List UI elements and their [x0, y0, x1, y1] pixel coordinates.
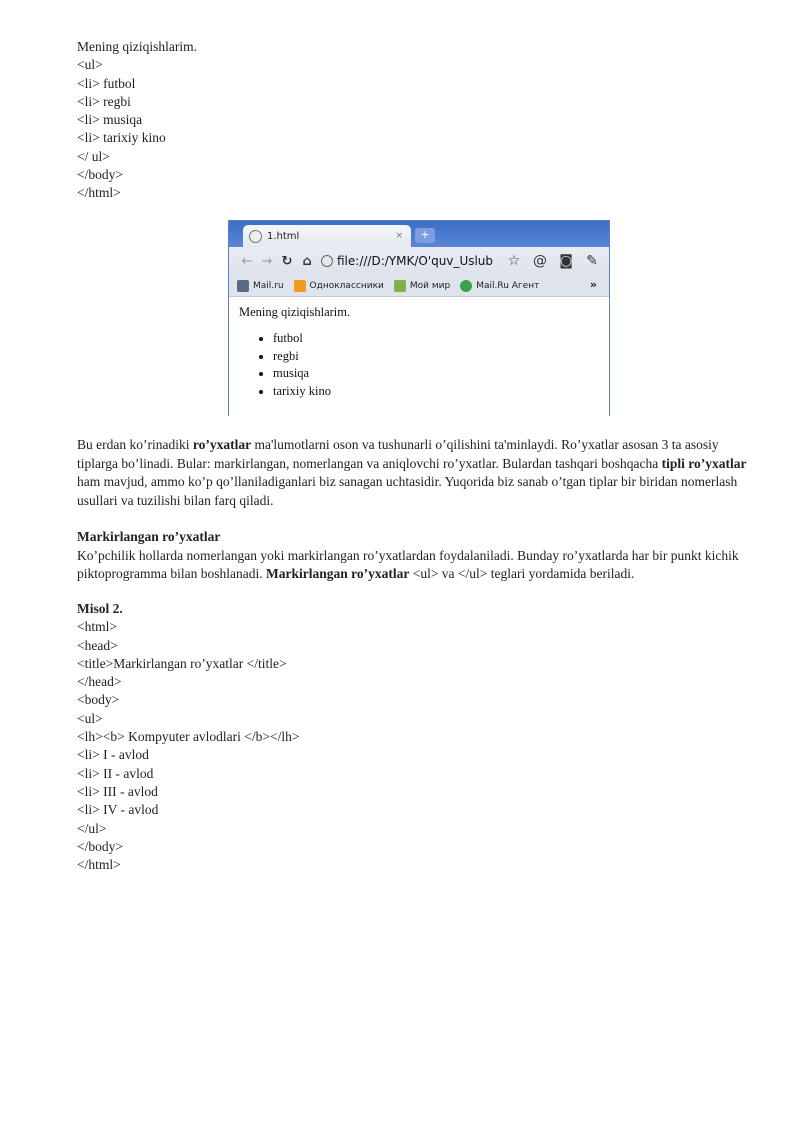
forward-arrow-icon[interactable]: →: [261, 253, 273, 269]
para-text: <ul> va </ul> teglari yordamida beriladi.: [409, 566, 635, 581]
page-icon: [321, 255, 333, 267]
code-line: <li> regbi: [77, 93, 131, 109]
top-code-block: [77, 38, 757, 203]
list-item: • futbol: [273, 330, 599, 348]
reload-icon[interactable]: ↻: [281, 253, 293, 269]
intro-paragraph: [77, 436, 757, 510]
code-line: <head>: [77, 637, 118, 653]
section-paragraph: [77, 547, 757, 584]
code-line: </head>: [77, 674, 122, 690]
section-heading: Markirlangan ro’yxatlar: [77, 529, 221, 544]
home-icon[interactable]: ⌂: [302, 253, 312, 269]
code-line: Mening qiziqishlarim.: [77, 39, 197, 54]
toolbar-right-icons: [501, 253, 605, 269]
people-icon: [394, 280, 406, 292]
code-line: <title>Markirlangan ro’yxatlar </title>: [77, 655, 287, 671]
odnoklassniki-icon: [294, 280, 306, 292]
code-line: </ ul>: [77, 148, 110, 164]
bookmark-label: Mail.ru: [253, 280, 284, 291]
star-icon[interactable]: ☆: [507, 253, 521, 269]
code-line: <li> musiqa: [77, 112, 143, 128]
code-line: <li> tarixiy kino: [77, 130, 166, 146]
code-line: <ul>: [77, 57, 103, 73]
para-text: Ko’pchilik hollarda nomerlangan yoki markirlangan ro’yxatlardan foydalaniladi. Bunday ro’yxatlarda har bir punkt kichik piktoprogramma bilan boshlanadi.: [77, 547, 739, 581]
camera-icon[interactable]: ◙: [559, 253, 573, 269]
tab-title: 1.html: [267, 230, 300, 242]
at-sign-icon[interactable]: @: [533, 253, 547, 269]
code-line: <li> III - avlod: [77, 783, 158, 799]
address-text: file:///D:/YMK/O'quv_Uslub: [337, 254, 494, 268]
code-line: <li> I - avlod: [77, 747, 149, 763]
bold-term: ro’yxatlar: [192, 437, 252, 452]
bookmark-mailru-agent[interactable]: [460, 280, 539, 292]
code-line: <li> IV - avlod: [77, 802, 159, 818]
bookmark-label: Мой мир: [409, 280, 451, 291]
list-item: • musiqa: [273, 365, 599, 383]
para-text: Bu erdan ko’rinadiki: [77, 437, 193, 452]
section-block: [77, 528, 757, 584]
address-bar[interactable]: [321, 251, 499, 271]
code-line: </html>: [77, 857, 121, 873]
close-icon[interactable]: ×: [395, 231, 403, 241]
browser-toolbar: [229, 247, 609, 275]
tab-strip: [229, 221, 609, 247]
page-favicon-icon: [249, 230, 262, 243]
bold-term: tipli ro’yxatlar: [661, 455, 747, 471]
page-heading: Mening qiziqishlarim.: [239, 305, 351, 319]
bookmarks-bar: [229, 275, 609, 297]
para-text: ham mavjud, ammo ko’p qo’llaniladiganlari biz sanagan uchtasidir. Yuqorida biz sanab o’tgan tiplar bir biridan nomerlash usullari va tuzilishi bilan farq qiladi.: [77, 474, 738, 508]
mailru-icon: [237, 280, 249, 292]
browser-screenshot: [228, 220, 610, 416]
example-block: [77, 600, 757, 874]
code-line: <body>: [77, 692, 120, 708]
bookmark-odnoklassniki[interactable]: [294, 280, 384, 292]
para-text: ma'lumotlarni oson va tushunarli o’qilishini ta'minlaydi. Ro’yxatlar asosan 3 ta asosiy tiplarga bo’linadi. Bular: markirlangan, nomerlangan va aniqlovchi ro’yxatlar. Bulardan tashqari boshqacha: [77, 437, 719, 471]
code-line: <lh><b> Kompyuter avlodlari </b></lh>: [77, 729, 300, 745]
list-item: • regbi: [273, 348, 599, 366]
wrench-icon[interactable]: ✎: [586, 253, 598, 269]
bold-term: Markirlangan ro’yxatlar: [265, 566, 410, 581]
example-heading: Misol 2.: [77, 601, 123, 616]
bookmark-moi-mir[interactable]: [394, 280, 450, 292]
code-line: </ul>: [77, 820, 107, 836]
code-line: <li> II - avlod: [77, 765, 154, 781]
bookmark-mailru[interactable]: [237, 280, 284, 292]
bookmarks-more-icon[interactable]: »: [589, 278, 597, 291]
bookmark-label: Одноклассники: [309, 280, 384, 291]
bookmark-label: Mail.Ru Агент: [476, 280, 540, 291]
code-line: <ul>: [77, 710, 103, 726]
list-item: • tarixiy kino: [273, 383, 599, 401]
browser-page-content: [229, 297, 609, 406]
browser-tab[interactable]: [243, 225, 411, 247]
code-line: <li> futbol: [77, 75, 136, 91]
code-line: </body>: [77, 167, 123, 183]
rendered-list: [239, 330, 599, 400]
agent-icon: [460, 280, 472, 292]
code-line: </html>: [77, 185, 121, 201]
new-tab-button[interactable]: +: [415, 228, 435, 243]
code-line: </body>: [77, 838, 123, 854]
back-arrow-icon[interactable]: ←: [241, 253, 253, 269]
code-line: <html>: [77, 619, 117, 635]
